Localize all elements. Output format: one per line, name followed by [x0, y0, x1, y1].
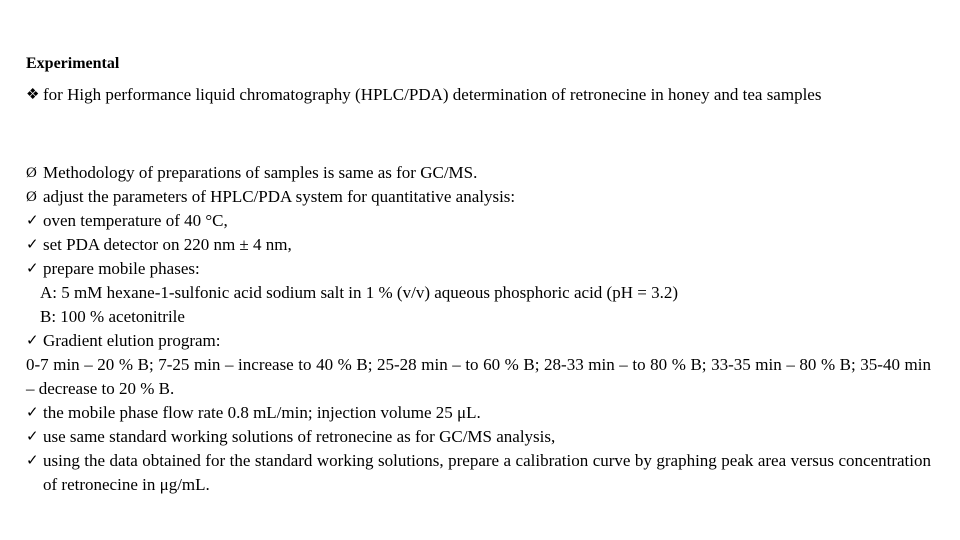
list-item-text: oven temperature of 40 °C,: [43, 211, 228, 230]
list-item-text: the mobile phase flow rate 0.8 mL/min; injection volume 25 μL.: [43, 403, 481, 422]
intro-text: for High performance liquid chromatography (HPLC/PDA) determination of retronecine in honey and tea samples: [43, 85, 822, 104]
checkmark-bullet-icon: ✓: [26, 429, 39, 445]
diamond-bullet-icon: ❖: [26, 87, 40, 103]
checkmark-bullet-icon: ✓: [26, 453, 39, 469]
list-item-text: use same standard working solutions of retronecine as for GC/MS analysis,: [43, 427, 556, 446]
list-item: [26, 233, 931, 257]
slide-heading: Experimental: [26, 55, 120, 72]
arrow-bullet-icon: Ø: [26, 165, 37, 181]
list-item-text: set PDA detector on 220 nm ± 4 nm,: [43, 235, 292, 254]
list-item: [26, 185, 931, 209]
mobile-phase-a: A: 5 mM hexane-1-sulfonic acid sodium salt in 1 % (v/v) aqueous phosphoric acid (pH = 3.2): [40, 283, 678, 302]
list-item: [26, 425, 931, 449]
mobile-phase-b: B: 100 % acetonitrile: [40, 307, 185, 326]
checkmark-bullet-icon: ✓: [26, 213, 39, 229]
checkmark-bullet-icon: ✓: [26, 261, 39, 277]
list-item: [26, 401, 931, 425]
list-item: [26, 449, 931, 497]
list-item-text: prepare mobile phases:: [43, 259, 200, 278]
checkmark-bullet-icon: ✓: [26, 237, 39, 253]
list-item: [26, 161, 931, 185]
checkmark-bullet-icon: ✓: [26, 333, 39, 349]
method-list: [26, 161, 931, 497]
arrow-bullet-icon: Ø: [26, 189, 37, 205]
list-item-text: Methodology of preparations of samples is same as for GC/MS.: [43, 163, 478, 182]
list-item: [26, 257, 931, 281]
list-item: [26, 209, 931, 233]
list-item: [26, 329, 931, 353]
checkmark-bullet-icon: ✓: [26, 405, 39, 421]
gradient-program: 0-7 min – 20 % B; 7-25 min – increase to 40 % B; 25-28 min – to 60 % B; 28-33 min – to 80 % B; 33-35 min – 80 % B; 35-40 min – decrease to 20 % B.: [26, 355, 931, 398]
intro-paragraph: [26, 84, 931, 106]
gradient-title: Gradient elution program:: [43, 331, 221, 350]
list-item-text: adjust the parameters of HPLC/PDA system for quantitative analysis:: [43, 187, 516, 206]
list-item-text: using the data obtained for the standard working solutions, prepare a calibration curve by graphing peak area versus concentration of retronecine in μg/mL.: [43, 451, 931, 494]
intro-row: [26, 84, 931, 106]
